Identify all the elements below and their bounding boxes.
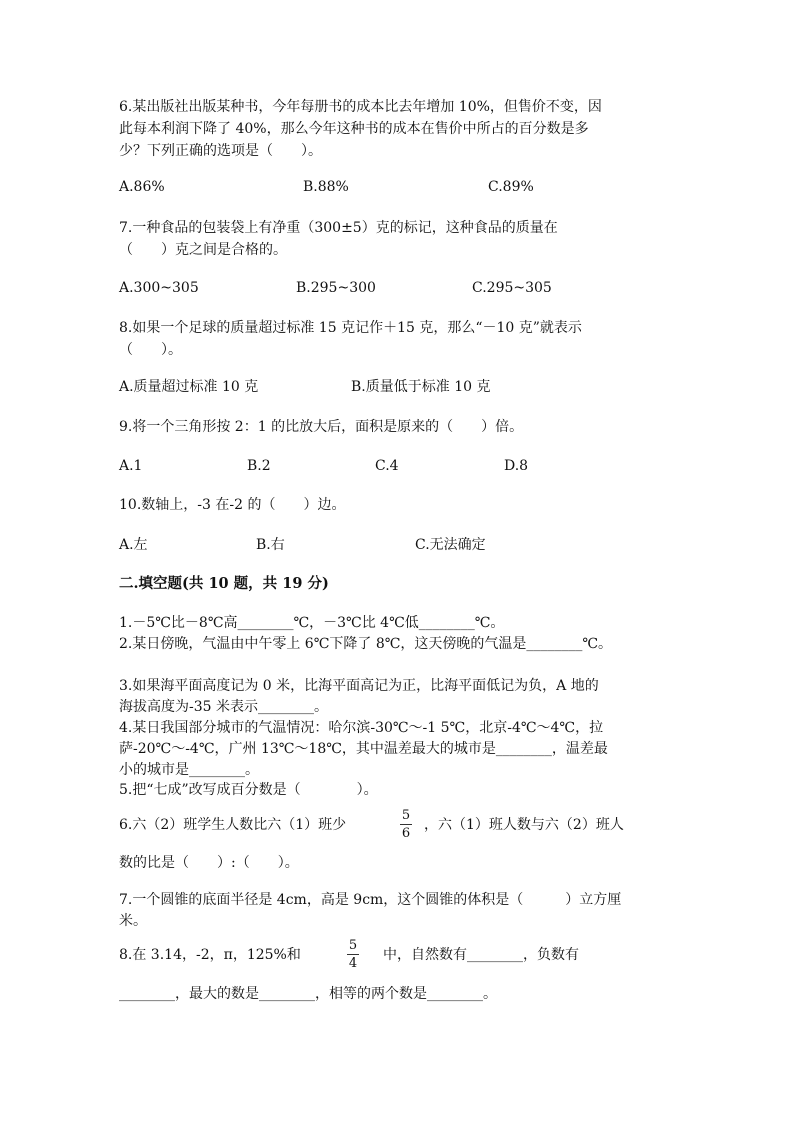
q8-option-a: A.质量超过标准 10 克 bbox=[119, 379, 259, 395]
q7-option-c: C.295~305 bbox=[472, 280, 552, 296]
fraction-numerator: 5 bbox=[401, 808, 411, 823]
fraction-bar bbox=[400, 824, 412, 825]
fill-q6-line-2: 数的比是（ ）:（ ）。 bbox=[119, 855, 299, 871]
q8-line-1: 8.如果一个足球的质量超过标准 15 克记作＋15 克，那么“－10 克”就表示 bbox=[119, 320, 582, 336]
q9-option-c: C.4 bbox=[375, 458, 399, 474]
fill-q6-fraction bbox=[400, 808, 412, 841]
q7-option-b: B.295~300 bbox=[296, 280, 376, 296]
q9-option-b: B.2 bbox=[247, 458, 271, 474]
fill-q7-line-2: 米。 bbox=[119, 913, 147, 929]
fraction-denominator: 4 bbox=[348, 956, 358, 971]
q10-option-a: A.左 bbox=[119, 537, 148, 553]
q6-line-1: 6.某出版社出版某种书，今年每册书的成本比去年增加 10%，但售价不变，因 bbox=[119, 99, 602, 115]
q6-option-b: B.88% bbox=[303, 179, 349, 195]
fill-q6-text-after: ，六（1）班人数与六（2）班人 bbox=[424, 817, 624, 833]
fill-q6-text-before: 6.六（2）班学生人数比六（1）班少 bbox=[119, 817, 347, 833]
fill-q3-line-1: 3.如果海平面高度记为 0 米，比海平面高记为正，比海平面低记为负，A 地的 bbox=[119, 678, 599, 694]
fill-q1: 1.－5℃比－8℃高________℃，－3℃比 4℃低________℃。 bbox=[119, 615, 505, 631]
q9-option-a: A.1 bbox=[119, 458, 143, 474]
fill-q4-line-1: 4.某日我国部分城市的气温情况：哈尔滨-30℃～-1 5℃，北京-4℃～4℃，拉 bbox=[119, 720, 604, 736]
fill-q5: 5.把“七成”改写成百分数是（ ）。 bbox=[119, 782, 378, 798]
q9-option-d: D.8 bbox=[504, 458, 529, 474]
q8-option-b: B.质量低于标准 10 克 bbox=[351, 379, 491, 395]
fill-q3-line-2: 海拔高度为-35 米表示________。 bbox=[119, 699, 328, 715]
q10-line-1: 10.数轴上，-3 在-2 的（ ）边。 bbox=[119, 497, 346, 513]
fill-q7-line-1: 7.一个圆锥的底面半径是 4cm，高是 9cm，这个圆锥的体积是（ ）立方厘 bbox=[119, 892, 622, 908]
q8-line-2: （ ）。 bbox=[119, 342, 182, 358]
q9-line-1: 9.将一个三角形按 2：1 的比放大后，面积是原来的（ ）倍。 bbox=[119, 419, 524, 435]
fill-q8-text-before: 8.在 3.14，-2，π，125%和 bbox=[119, 947, 301, 963]
fill-q8-text-after: 中，自然数有________，负数有 bbox=[383, 947, 579, 963]
fraction-denominator: 6 bbox=[401, 826, 411, 841]
fill-q4-line-3: 小的城市是________。 bbox=[119, 762, 259, 778]
q6-line-3: 少？下列正确的选项是（ ）。 bbox=[119, 143, 322, 159]
q10-option-b: B.右 bbox=[256, 537, 285, 553]
fraction-numerator: 5 bbox=[348, 938, 358, 953]
fill-q8-fraction bbox=[347, 938, 359, 971]
fraction-bar bbox=[347, 954, 359, 955]
q6-option-a: A.86% bbox=[119, 179, 165, 195]
fill-q4-line-2: 萨-20℃～-4℃，广州 13℃～18℃，其中温差最大的城市是________，温差最 bbox=[119, 741, 608, 757]
q10-option-c: C.无法确定 bbox=[415, 537, 486, 553]
q6-line-2: 此每本利润下降了 40%，那么今年这种书的成本在售价中所占的百分数是多 bbox=[119, 121, 589, 137]
q7-line-1: 7.一种食品的包装袋上有净重（300±5）克的标记，这种食品的质量在 bbox=[119, 220, 558, 236]
q7-line-2: （ ）克之间是合格的。 bbox=[119, 242, 287, 258]
q7-option-a: A.300~305 bbox=[119, 280, 199, 296]
q6-option-c: C.89% bbox=[488, 179, 534, 195]
section-heading-fill-in: 二.填空题(共 10 题，共 19 分) bbox=[119, 575, 329, 592]
fill-q8-line-2: ________，最大的数是________，相等的两个数是________。 bbox=[119, 986, 497, 1002]
fill-q2: 2.某日傍晚，气温由中午零上 6℃下降了 8℃，这天傍晚的气温是________℃。 bbox=[119, 636, 613, 652]
